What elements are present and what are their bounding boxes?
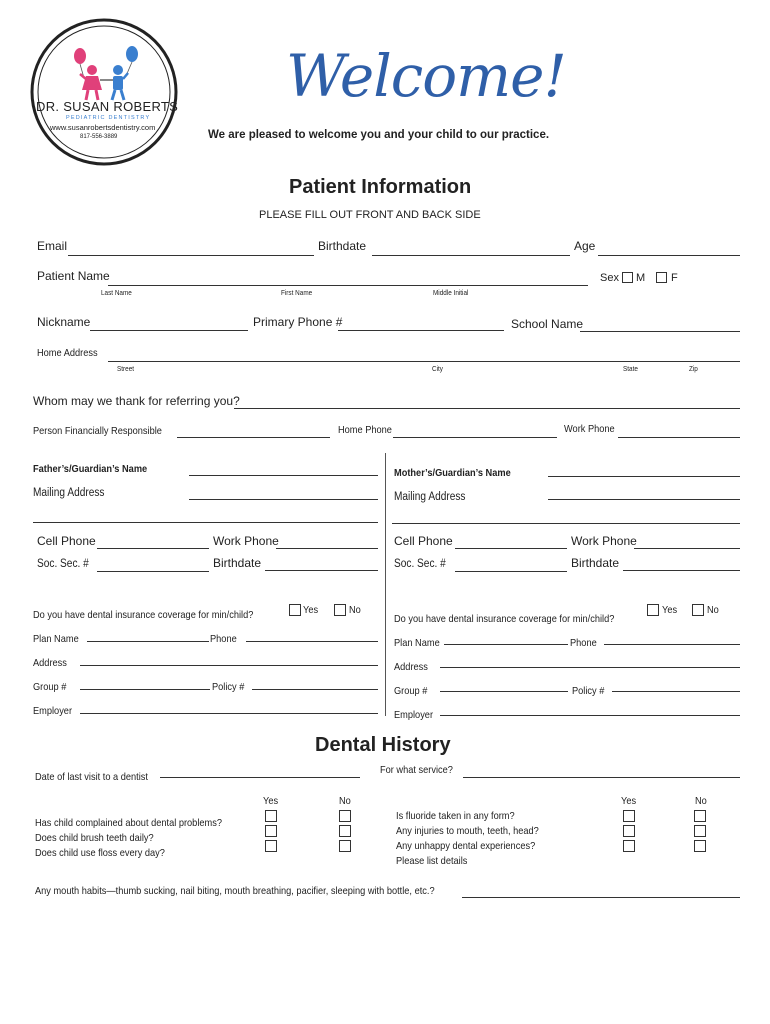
home-phone-label: Home Phone	[338, 424, 392, 436]
fluoride-yes-checkbox[interactable]	[623, 810, 635, 822]
mother-mailing-field[interactable]	[548, 499, 740, 500]
nickname-label: Nickname	[37, 315, 91, 329]
mother-insurance-yes-checkbox[interactable]	[647, 604, 659, 616]
mouth-habits-label: Any mouth habits—thumb sucking, nail biting, mouth breathing, pacifier, sleeping with bottle, etc.?	[35, 885, 435, 897]
mother-birthdate-label: Birthdate	[571, 556, 620, 570]
dental-question-unhappy: Any unhappy dental experiences?	[396, 840, 536, 852]
mother-employer-field[interactable]	[440, 715, 740, 716]
fill-instruction: PLEASE FILL OUT FRONT AND BACK SIDE	[259, 209, 481, 221]
logo-phone: 817-556-3889	[80, 134, 118, 140]
father-address-label: Address	[33, 657, 67, 669]
email-label: Email	[37, 239, 68, 253]
brush-yes-checkbox[interactable]	[265, 825, 277, 837]
work-phone-field[interactable]	[618, 437, 740, 438]
dental-question-fluoride: Is fluoride taken in any form?	[396, 810, 515, 822]
school-name-label: School Name	[511, 317, 584, 331]
primary-phone-label: Primary Phone #	[253, 315, 343, 329]
father-mailing-field-2[interactable]	[33, 522, 378, 523]
mother-mailing-label: Mailing Address	[394, 491, 466, 503]
brush-no-checkbox[interactable]	[339, 825, 351, 837]
mother-work-field[interactable]	[634, 548, 740, 549]
father-employer-field[interactable]	[80, 713, 378, 714]
patient-name-field[interactable]	[108, 285, 588, 286]
mother-birthdate-field[interactable]	[623, 570, 740, 571]
logo-website: www.susanrobertsdentistry.com	[50, 123, 156, 132]
father-address-field[interactable]	[80, 665, 378, 666]
financial-field[interactable]	[177, 437, 330, 438]
mother-address-label: Address	[394, 661, 428, 673]
father-cell-label: Cell Phone	[37, 534, 96, 548]
father-policy-label: Policy #	[212, 681, 245, 693]
father-group-label: Group #	[33, 681, 67, 693]
mother-employer-label: Employer	[394, 709, 434, 721]
parents-divider	[385, 453, 386, 716]
father-insurance-yes-checkbox[interactable]	[289, 604, 301, 616]
sex-male-label: M	[636, 272, 646, 284]
financial-label: Person Financially Responsible	[33, 425, 162, 437]
mother-work-label: Work Phone	[571, 534, 637, 548]
father-mailing-label: Mailing Address	[33, 487, 105, 499]
mother-name-label: Mother’s/Guardian’s Name	[394, 467, 511, 479]
father-name-label: Father’s/Guardian’s Name	[33, 463, 148, 475]
father-insurance-question: Do you have dental insurance coverage for min/child?	[33, 609, 254, 621]
mother-insurance-yes-label: Yes	[662, 604, 678, 616]
street-caption: Street	[117, 364, 135, 373]
middle-initial-caption: Middle Initial	[433, 288, 469, 297]
mother-phone-field[interactable]	[604, 644, 740, 645]
complained-no-checkbox[interactable]	[339, 810, 351, 822]
dental-history-heading: Dental History	[315, 734, 451, 756]
father-plan-field[interactable]	[87, 641, 209, 642]
service-label: For what service?	[380, 764, 453, 776]
mother-insurance-no-checkbox[interactable]	[692, 604, 704, 616]
father-employer-label: Employer	[33, 705, 73, 717]
right-yes-header: Yes	[621, 795, 637, 807]
father-work-label: Work Phone	[213, 534, 279, 548]
sex-female-checkbox[interactable]	[656, 272, 667, 283]
service-field[interactable]	[463, 777, 740, 778]
left-yes-header: Yes	[263, 795, 279, 807]
dental-question-floss: Does child use floss every day?	[35, 847, 165, 859]
mother-insurance-question: Do you have dental insurance coverage for min/child?	[394, 613, 615, 625]
dental-question-brush: Does child brush teeth daily?	[35, 832, 154, 844]
referral-field[interactable]	[234, 408, 740, 409]
left-no-header: No	[339, 795, 351, 807]
birthdate-field[interactable]	[372, 255, 570, 256]
practice-logo	[28, 16, 180, 168]
mother-group-label: Group #	[394, 685, 428, 697]
sex-male-checkbox[interactable]	[622, 272, 633, 283]
floss-yes-checkbox[interactable]	[265, 840, 277, 852]
father-mailing-field[interactable]	[189, 499, 378, 500]
home-address-field[interactable]	[108, 361, 740, 362]
mother-ssn-label: Soc. Sec. #	[394, 558, 446, 570]
father-name-field[interactable]	[189, 475, 378, 476]
father-birthdate-field[interactable]	[265, 570, 378, 571]
age-label: Age	[574, 239, 596, 253]
last-visit-label: Date of last visit to a dentist	[35, 771, 148, 783]
father-ssn-field[interactable]	[97, 571, 209, 572]
logo-emblem-icon	[28, 16, 180, 168]
welcome-title: Welcome!	[286, 42, 566, 110]
age-field[interactable]	[598, 255, 740, 256]
dental-question-complained: Has child complained about dental problems?	[35, 817, 222, 829]
email-field[interactable]	[68, 255, 314, 256]
injuries-yes-checkbox[interactable]	[623, 825, 635, 837]
referral-label: Whom may we thank for referring you?	[33, 394, 240, 408]
mouth-habits-field[interactable]	[462, 897, 740, 898]
mother-insurance-no-label: No	[707, 604, 719, 616]
school-name-field[interactable]	[580, 331, 740, 332]
home-phone-field[interactable]	[393, 437, 557, 438]
dental-question-injuries: Any injuries to mouth, teeth, head?	[396, 825, 539, 837]
city-caption: City	[432, 364, 443, 373]
floss-no-checkbox[interactable]	[339, 840, 351, 852]
last-name-caption: Last Name	[101, 288, 132, 297]
first-name-caption: First Name	[281, 288, 313, 297]
unhappy-no-checkbox[interactable]	[694, 840, 706, 852]
father-plan-label: Plan Name	[33, 633, 79, 645]
dental-question-details: Please list details	[396, 855, 468, 867]
mother-plan-field[interactable]	[444, 644, 568, 645]
mother-policy-field[interactable]	[612, 691, 740, 692]
father-cell-field[interactable]	[97, 548, 209, 549]
mother-cell-label: Cell Phone	[394, 534, 453, 548]
welcome-tagline: We are pleased to welcome you and your child to our practice.	[208, 129, 550, 141]
father-ssn-label: Soc. Sec. #	[37, 558, 89, 570]
logo-name: DR. SUSAN ROBERTS	[36, 99, 179, 114]
complained-yes-checkbox[interactable]	[265, 810, 277, 822]
logo-subtitle: PEDIATRIC DENTISTRY	[66, 115, 151, 121]
patient-name-label: Patient Name	[37, 269, 110, 283]
father-insurance-no-checkbox[interactable]	[334, 604, 346, 616]
sex-female-label: F	[671, 272, 678, 284]
mother-plan-label: Plan Name	[394, 637, 440, 649]
right-no-header: No	[695, 795, 707, 807]
mother-phone-label: Phone	[570, 637, 597, 649]
mother-mailing-field-2[interactable]	[392, 523, 740, 524]
work-phone-label: Work Phone	[564, 423, 615, 435]
sex-label: Sex	[600, 272, 619, 284]
mother-group-field[interactable]	[440, 691, 568, 692]
nickname-field[interactable]	[90, 330, 248, 331]
last-visit-field[interactable]	[160, 777, 360, 778]
mother-policy-label: Policy #	[572, 685, 605, 697]
mother-address-field[interactable]	[440, 667, 740, 668]
mother-name-field[interactable]	[548, 476, 740, 477]
father-insurance-no-label: No	[349, 604, 361, 616]
injuries-no-checkbox[interactable]	[694, 825, 706, 837]
father-insurance-yes-label: Yes	[303, 604, 319, 616]
primary-phone-field[interactable]	[338, 330, 504, 331]
father-phone-field[interactable]	[246, 641, 378, 642]
father-birthdate-label: Birthdate	[213, 556, 262, 570]
patient-info-heading: Patient Information	[289, 176, 472, 198]
fluoride-no-checkbox[interactable]	[694, 810, 706, 822]
unhappy-yes-checkbox[interactable]	[623, 840, 635, 852]
state-caption: State	[623, 364, 638, 373]
mother-cell-field[interactable]	[455, 548, 567, 549]
father-phone-label: Phone	[210, 633, 237, 645]
home-address-label: Home Address	[37, 347, 98, 359]
father-work-field[interactable]	[276, 548, 378, 549]
father-policy-field[interactable]	[252, 689, 378, 690]
birthdate-label: Birthdate	[318, 239, 367, 253]
mother-ssn-field[interactable]	[455, 571, 567, 572]
father-group-field[interactable]	[80, 689, 210, 690]
zip-caption: Zip	[689, 364, 698, 373]
